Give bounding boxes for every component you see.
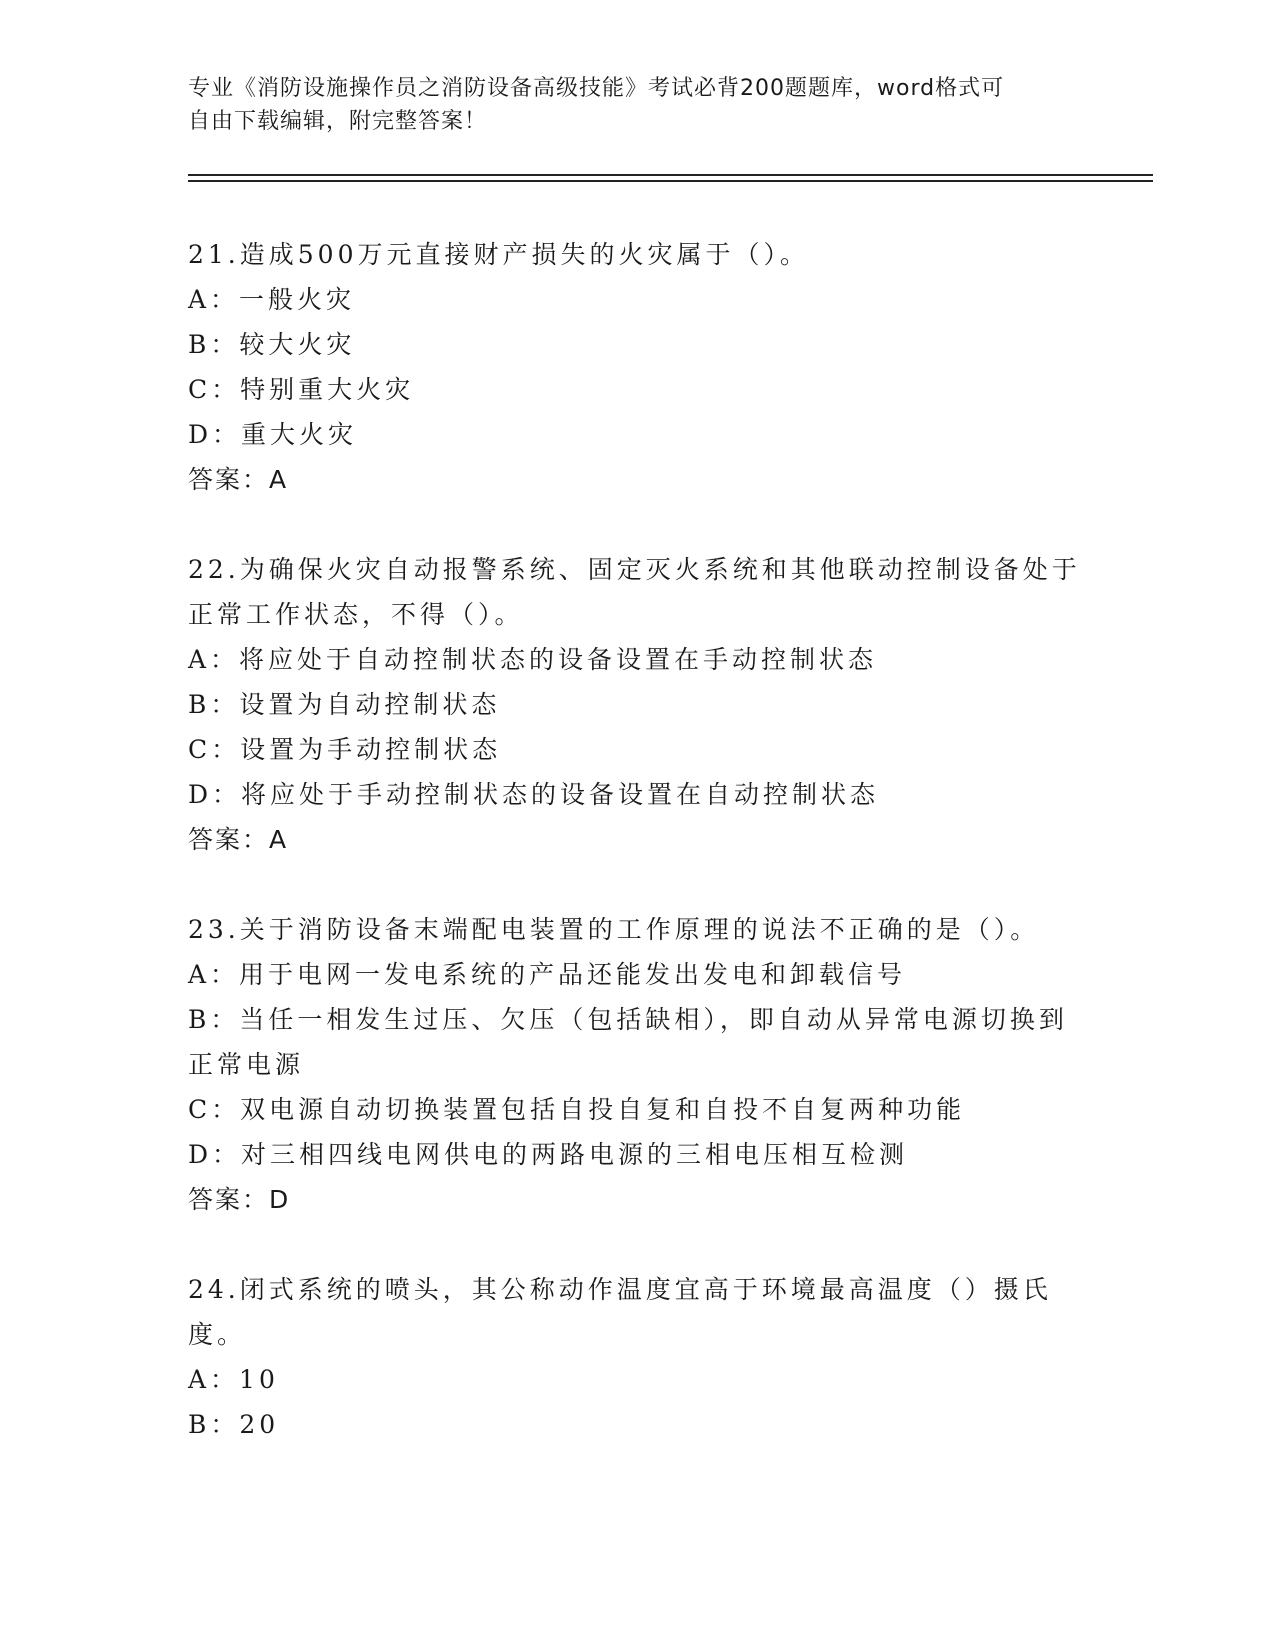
option-d: D：将应处于手动控制状态的设备设置在自动控制状态 bbox=[188, 780, 880, 809]
option-b: B：较大火灾 bbox=[188, 330, 356, 359]
header-divider-top bbox=[188, 174, 1153, 176]
option-b: B：设置为自动控制状态 bbox=[188, 690, 501, 719]
option-d: D：对三相四线电网供电的两路电源的三相电压相互检测 bbox=[188, 1140, 909, 1169]
question-23 bbox=[188, 907, 1088, 1222]
option-b: B：20 bbox=[188, 1410, 280, 1439]
question-stem: 22.为确保火灾自动报警系统、固定灭火系统和其他联动控制设备处于正常工作状态，不得（）。 bbox=[188, 555, 1081, 629]
answer: 答案：A bbox=[188, 465, 289, 494]
header-line-1: 专业《消防设施操作员之消防设备高级技能》考试必背200题题库，word格式可 bbox=[188, 76, 1005, 101]
question-stem: 21.造成500万元直接财产损失的火灾属于（）。 bbox=[188, 240, 809, 269]
question-21 bbox=[188, 232, 1088, 502]
question-22 bbox=[188, 547, 1088, 862]
header-divider-bottom bbox=[188, 180, 1153, 182]
option-a: A：将应处于自动控制状态的设备设置在手动控制状态 bbox=[188, 645, 878, 674]
document-header bbox=[188, 72, 1088, 138]
option-c: C：设置为手动控制状态 bbox=[188, 735, 502, 764]
answer: 答案：D bbox=[188, 1185, 291, 1214]
answer: 答案：A bbox=[188, 825, 289, 854]
question-stem: 24.闭式系统的喷头，其公称动作温度宜高于环境最高温度（）摄氏度。 bbox=[188, 1275, 1052, 1349]
question-24 bbox=[188, 1267, 1088, 1447]
header-line-2: 自由下载编辑，附完整答案！ bbox=[188, 109, 488, 134]
option-a: A：10 bbox=[188, 1365, 279, 1394]
question-list bbox=[188, 232, 1088, 1492]
question-stem: 23.关于消防设备末端配电装置的工作原理的说法不正确的是（）。 bbox=[188, 915, 1040, 944]
option-c: C：特别重大火灾 bbox=[188, 375, 415, 404]
option-a: A：一般火灾 bbox=[188, 285, 356, 314]
option-d: D：重大火灾 bbox=[188, 420, 358, 449]
option-a: A：用于电网一发电系统的产品还能发出发电和卸载信号 bbox=[188, 960, 907, 989]
option-b: B：当任一相发生过压、欠压（包括缺相），即自动从异常电源切换到正常电源 bbox=[188, 1005, 1068, 1079]
option-c: C：双电源自动切换装置包括自投自复和自投不自复两种功能 bbox=[188, 1095, 966, 1124]
